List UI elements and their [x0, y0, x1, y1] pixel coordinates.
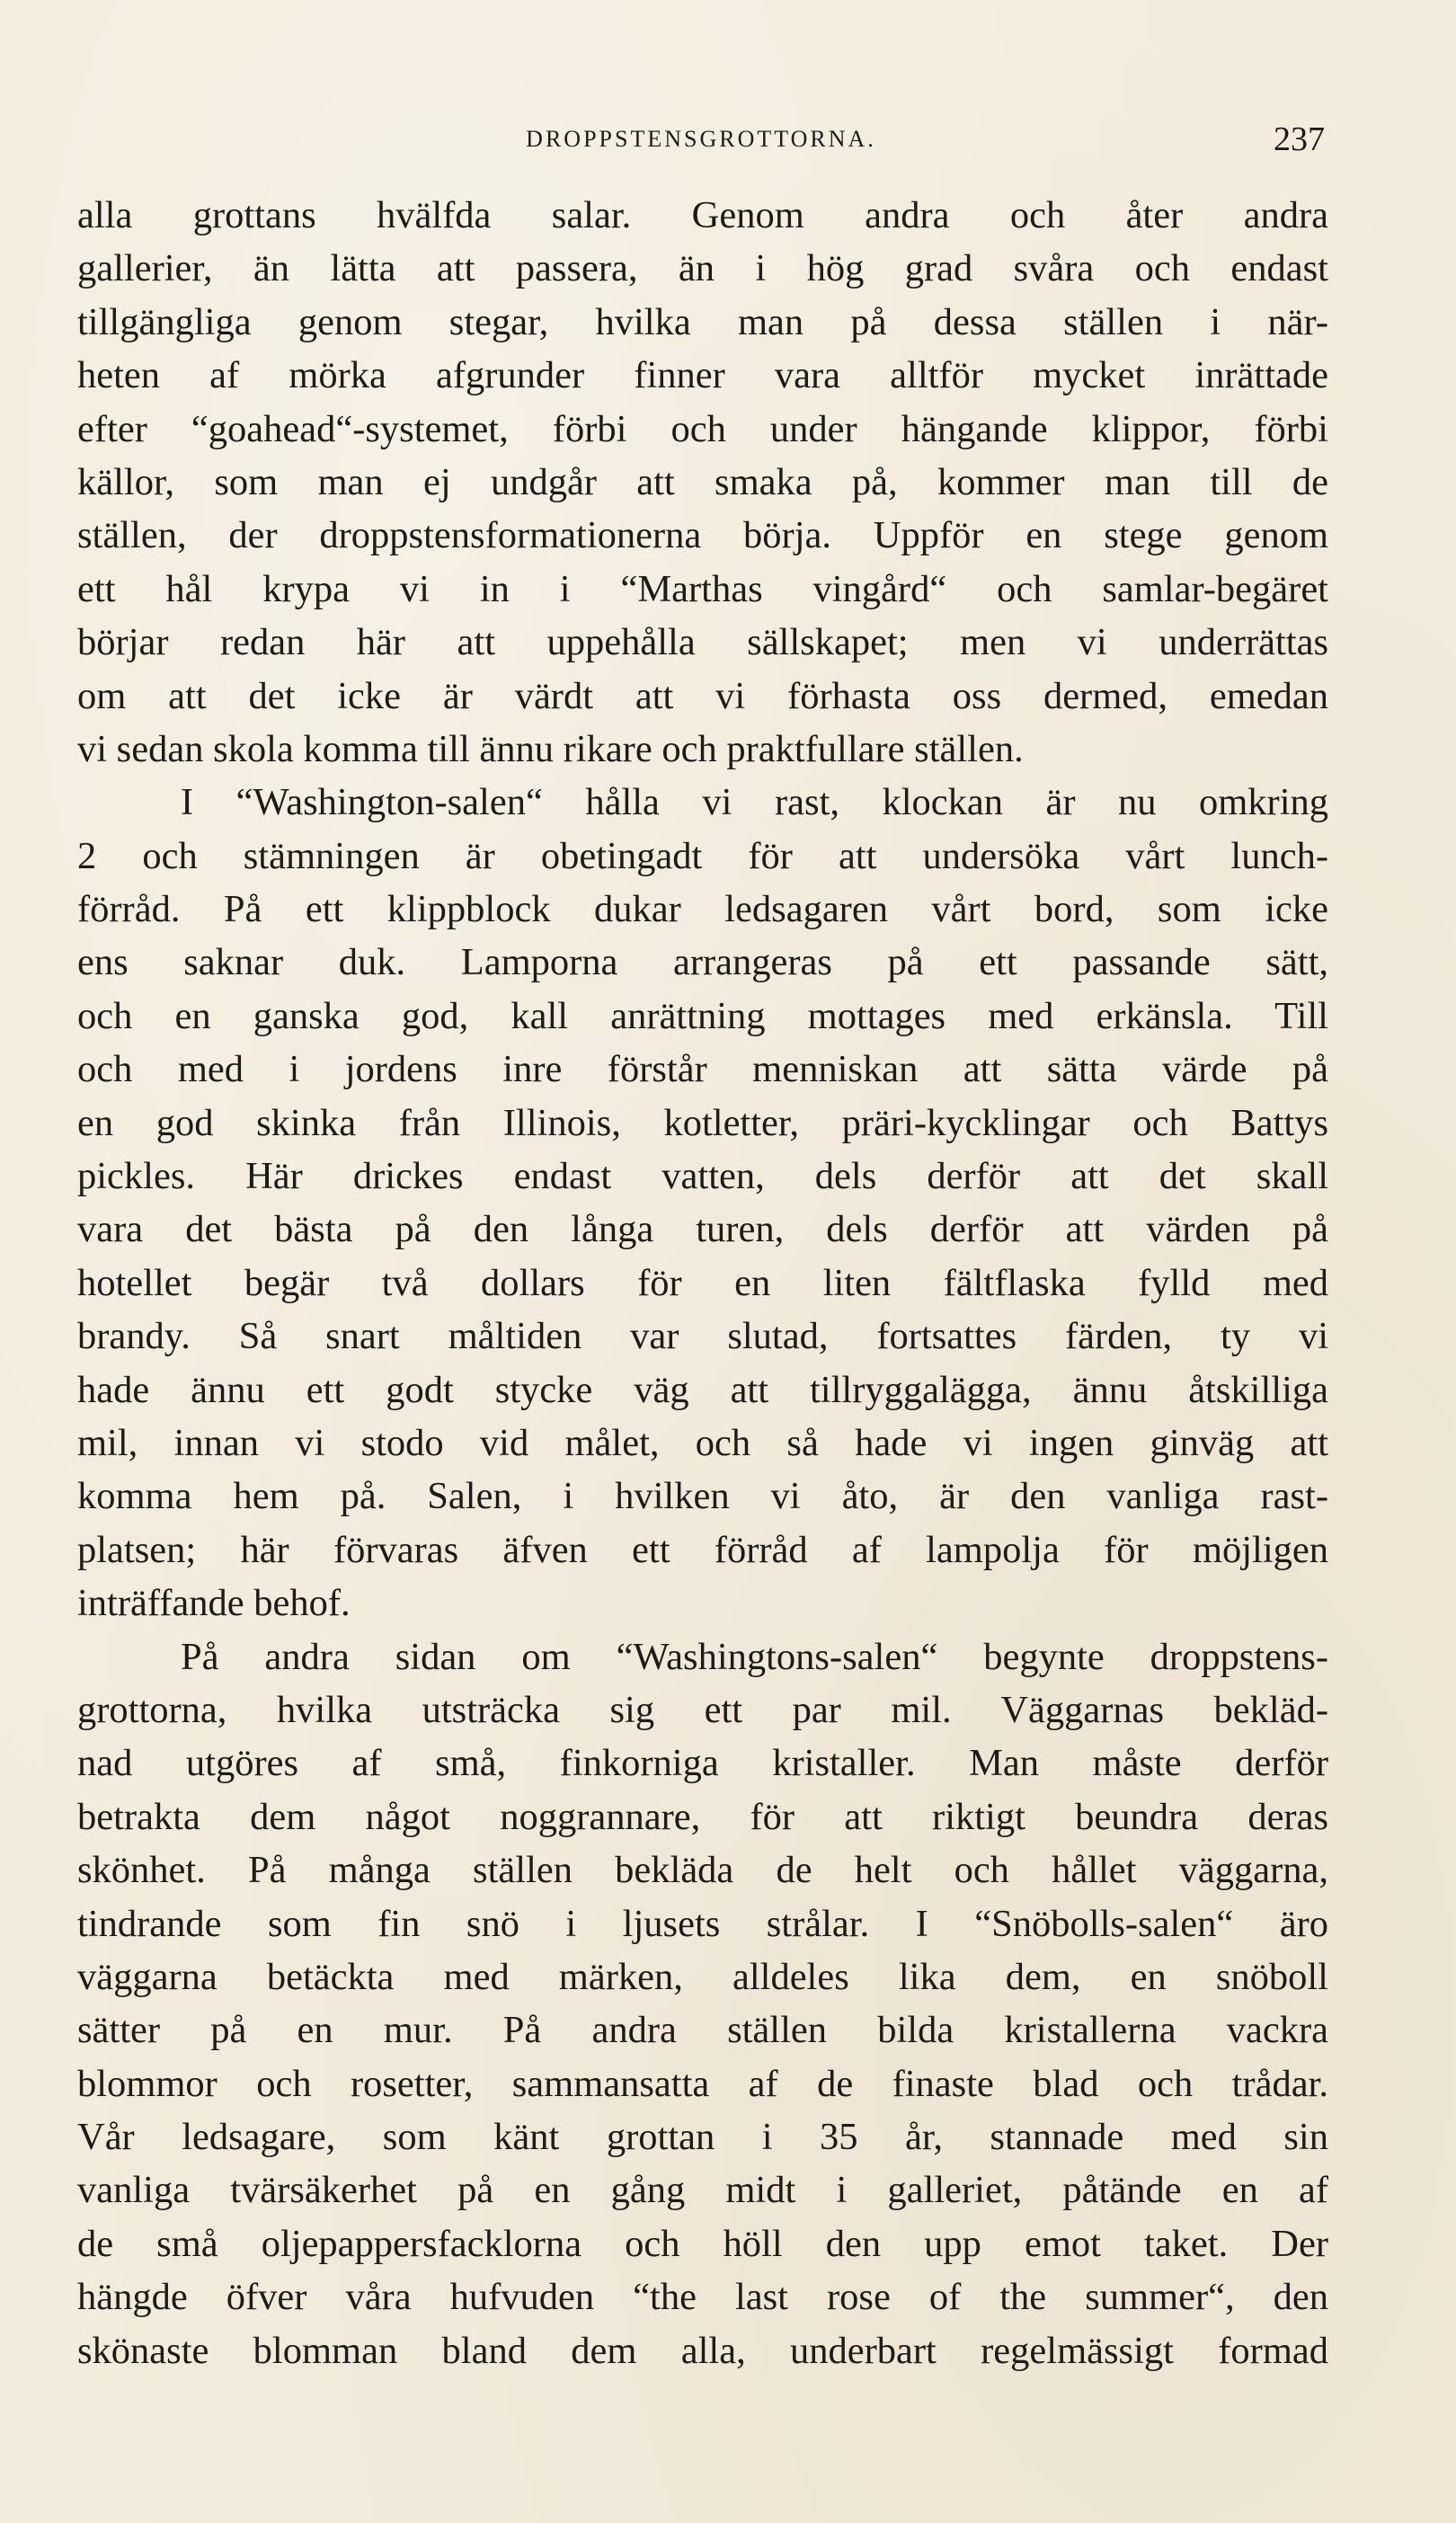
- text-line: heten af mörka afgrunder finner vara alltför mycket inrättade: [77, 354, 1328, 397]
- text-line: förråd. På ett klippblock dukar ledsagaren vårt bord, som icke: [77, 888, 1328, 931]
- text-line: skönaste blomman bland dem alla, underbart regelmässigt formad: [77, 2329, 1328, 2372]
- text-line: alla grottans hvälfda salar. Genom andra och åter andra: [77, 194, 1328, 236]
- text-line: brandy. Så snart måltiden var slutad, fortsattes färden, ty vi: [77, 1315, 1328, 1358]
- text-line: hotellet begär två dollars för en liten fältflaska fylld med: [77, 1261, 1328, 1304]
- text-line: platsen; här förvaras äfven ett förråd af lampolja för möjligen: [77, 1528, 1328, 1571]
- text-line: de små oljepappersfacklorna och höll den upp emot taket. Der: [77, 2222, 1328, 2265]
- text-line: inträffande behof.: [77, 1582, 351, 1625]
- text-line: gallerier, än lätta att passera, än i hög grad svåra och endast: [77, 247, 1328, 290]
- text-line: hade ännu ett godt stycke väg att tillryggalägga, ännu åtskilliga: [77, 1368, 1328, 1411]
- text-line: om att det icke är värdt att vi förhasta oss dermed, emedan: [77, 674, 1328, 717]
- text-line: börjar redan här att uppehålla sällskapet; men vi underrättas: [77, 621, 1328, 664]
- text-line: pickles. Här drickes endast vatten, dels derför att det skall: [77, 1155, 1328, 1198]
- text-line: mil, innan vi stodo vid målet, och så hade vi ingen ginväg att: [77, 1421, 1328, 1464]
- text-line: komma hem på. Salen, i hvilken vi åto, är den vanliga rast-: [77, 1475, 1328, 1518]
- text-line: efter “goahead“-systemet, förbi och under hängande klippor, förbi: [77, 407, 1328, 450]
- page-header: [77, 117, 1325, 162]
- text-line: väggarna betäckta med märken, alldeles lika dem, en snöboll: [77, 1955, 1328, 1998]
- page-number: 237: [1274, 120, 1325, 158]
- text-line: 2 och stämningen är obetingadt för att undersöka vårt lunch-: [77, 834, 1328, 877]
- text-line: hängde öfver våra hufvuden “the last rose of the summer“, den: [77, 2276, 1328, 2319]
- body-text: [77, 189, 1328, 2377]
- running-head: DROPPSTENSGROTTORNA.: [526, 126, 876, 152]
- text-line: Vår ledsagare, som känt grottan i 35 år, stannade med sin: [77, 2116, 1328, 2159]
- text-line: tillgängliga genom stegar, hvilka man på dessa ställen i när-: [77, 300, 1328, 343]
- text-line: vara det bästa på den långa turen, dels derför att värden på: [77, 1208, 1328, 1251]
- text-line: ett hål krypa vi in i “Marthas vingård“ och samlar-begäret: [77, 567, 1328, 610]
- text-line: nad utgöres af små, finkorniga kristaller. Man måste derför: [77, 1742, 1328, 1785]
- text-line: sätter på en mur. På andra ställen bilda kristallerna vackra: [77, 2009, 1328, 2052]
- text-line: På andra sidan om “Washingtons-salen“ begynte droppstens-: [181, 1635, 1328, 1678]
- text-line: betrakta dem något noggrannare, för att riktigt beundra deras: [77, 1795, 1328, 1838]
- text-line: vi sedan skola komma till ännu rikare och praktfullare ställen.: [77, 727, 1024, 770]
- text-line: källor, som man ej undgår att smaka på, kommer man till de: [77, 460, 1328, 503]
- text-line: I “Washington-salen“ hålla vi rast, klockan är nu omkring: [181, 781, 1328, 824]
- text-line: och med i jordens inre förstår menniskan att sätta värde på: [77, 1048, 1328, 1091]
- text-line: ställen, der droppstensformationerna börja. Uppför en stege genom: [77, 514, 1328, 557]
- text-line: vanliga tvärsäkerhet på en gång midt i galleriet, påtände en af: [77, 2169, 1328, 2212]
- text-line: blommor och rosetter, sammansatta af de finaste blad och trådar.: [77, 2062, 1328, 2105]
- text-line: ens saknar duk. Lamporna arrangeras på ett passande sätt,: [77, 941, 1328, 984]
- text-line: och en ganska god, kall anrättning mottages med erkänsla. Till: [77, 994, 1328, 1037]
- text-line: grottorna, hvilka utsträcka sig ett par mil. Väggarnas bekläd-: [77, 1688, 1328, 1731]
- text-line: en god skinka från Illinois, kotletter, präri-kycklingar och Battys: [77, 1101, 1328, 1144]
- text-line: skönhet. På många ställen beklädа de helt och hållet väggarna,: [77, 1849, 1328, 1892]
- text-line: tindrande som fin snö i ljusets strålar. I “Snöbolls-salen“ äro: [77, 1902, 1328, 1945]
